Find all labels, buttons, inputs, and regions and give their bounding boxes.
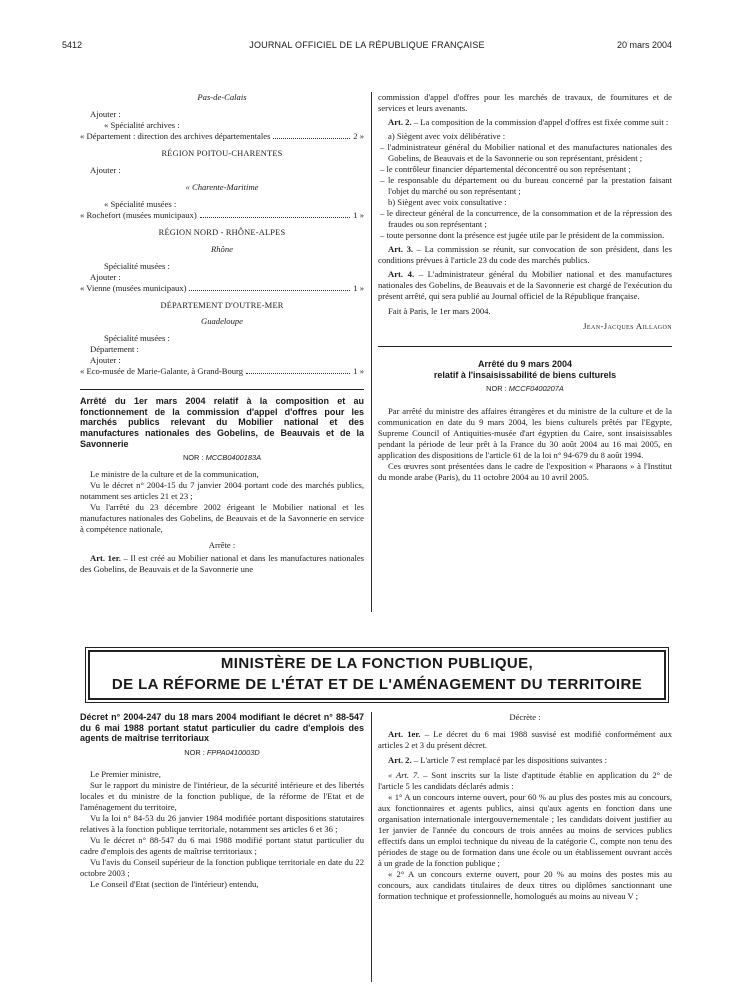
list-item: – le contrôleur financier départemental déconcentré ou son représentant ; bbox=[380, 164, 631, 174]
nor-label: NOR : bbox=[486, 384, 507, 394]
article-label: « Art. 7. bbox=[388, 770, 420, 780]
heading-rhone: Rhône bbox=[211, 243, 233, 254]
decrete-label: Décrète : bbox=[509, 712, 541, 722]
ministry-banner bbox=[88, 650, 666, 700]
leader-dots bbox=[246, 373, 350, 374]
right-column-top bbox=[378, 92, 672, 483]
article-1 bbox=[378, 729, 672, 751]
right-column-bottom bbox=[378, 712, 672, 902]
article-text: – Il est créé au Mobilier national et dans les manufactures nationales des Gobelins, de Beauvais et de la Savonnerie une bbox=[80, 552, 364, 574]
nor-code: MCCB0400183A bbox=[205, 453, 262, 463]
column-divider bbox=[371, 92, 372, 612]
nor-label: NOR : bbox=[184, 747, 205, 757]
article-3 bbox=[378, 244, 672, 266]
article-label: Art. 3. bbox=[388, 244, 414, 254]
decret-title: Décret n° 2004-247 du 18 mars 2004 modifiant le décret n° 88-547 du 6 mai 1988 portant statut particulier du cadre d'emplois des agents de maîtrise territoriaux bbox=[80, 712, 364, 744]
list-heading: b) Siègent avec voix consultative : bbox=[388, 197, 507, 207]
entry-text: « Département : direction des archives départementales bbox=[80, 131, 271, 141]
left-column-bottom bbox=[80, 712, 364, 890]
ministry-line-2: DE LA RÉFORME DE L'ÉTAT ET DE L'AMÉNAGEMENT DU TERRITOIRE bbox=[111, 676, 643, 693]
entry-value: 1 » bbox=[353, 366, 364, 377]
entry-rochefort bbox=[80, 210, 364, 221]
paragraph: « 1° A un concours interne ouvert, pour 60 % au plus des postes mis au concours, aux fonctionnaires et agents publics, ainsi qu'aux agents en fonction dans une organisation internationale intergouvernementale ; les candidats doivent justifier au 1er janvier de l'année du concours de trois années au moins de services publics effectifs dans un emploi technique du niveau de la catégorie C, compte non tenu des périodes de stage ou de formation dans une école ou un établissement ouvrant accès à un grade de la fonction publique ; bbox=[378, 792, 672, 868]
article-text: – La commission se réunit, sur convocation de son président, dans les conditions prévues à l'article 23 du code des marchés publics. bbox=[378, 244, 672, 265]
list-item: – le directeur général de la concurrence, de la consommation et de la répression des fraudes ou son représentant ; bbox=[380, 208, 672, 229]
specialite-label: Spécialité musées : bbox=[104, 260, 170, 271]
paragraph: Ces œuvres sont présentées dans le cadre de l'exposition « Pharaons » à l'Institut du monde arabe (Paris), du 11 octobre 2004 au 10 avril 2005. bbox=[378, 460, 672, 482]
entry-text: « Eco-musée de Marie-Galante, à Grand-Bourg bbox=[80, 366, 244, 377]
arrete2-title-line1: Arrêté du 9 mars 2004 bbox=[477, 359, 573, 369]
article-label: Art. 2. bbox=[388, 117, 412, 127]
column-divider bbox=[371, 712, 372, 982]
paragraph: Vu le décret n° 88-547 du 6 mai 1988 modifié portant statut particulier du cadre d'emplois des agents de maîtrise territoriaux ; bbox=[80, 835, 364, 857]
fait-a-paris: Fait à Paris, le 1er mars 2004. bbox=[388, 306, 491, 316]
leader-dots bbox=[273, 138, 350, 139]
entry-text: « Rochefort (musées municipaux) bbox=[80, 209, 197, 220]
leader-dots bbox=[200, 217, 351, 218]
article-2 bbox=[378, 755, 672, 766]
specialite-label: « Spécialité musées : bbox=[104, 198, 177, 209]
specialite-label: Spécialité musées : bbox=[104, 333, 170, 344]
arrete2-nor bbox=[378, 384, 672, 393]
heading-region-nra: RÉGION NORD - RHÔNE-ALPES bbox=[158, 227, 286, 237]
paragraph: « 2° A un concours externe ouvert, pour 20 % au moins des postes mis au concours, aux candidats titulaires de deux titres ou diplômes sanctionnant une formation technique et professionnelle, homologués au moins au niveau V ; bbox=[378, 869, 672, 901]
ministry-line-1: MINISTÈRE DE LA FONCTION PUBLIQUE, bbox=[220, 655, 534, 672]
leader-dots bbox=[189, 290, 350, 291]
list-item: – l'administrateur général du Mobilier national et des manufactures nationales des Gobelins, de Beauvais et de la Savonnerie ou son représentant, président ; bbox=[380, 142, 672, 163]
article-label: Art. 1er. bbox=[90, 552, 121, 563]
article-label: Art. 4. bbox=[388, 269, 415, 279]
heading-region-poitou: RÉGION POITOU-CHARENTES bbox=[161, 149, 283, 158]
nor-label: NOR : bbox=[182, 453, 204, 463]
article-1 bbox=[80, 553, 364, 575]
list-item: – le responsable du département ou du bureau concerné par la prestation faisant l'objet du marché ou son représentant ; bbox=[380, 175, 672, 196]
paragraph: Vu l'avis du Conseil supérieur de la fonction publique territoriale en date du 22 octobre 2003 ; bbox=[80, 857, 364, 879]
list-item: – toute personne dont la présence est jugée utile par le président de la commission. bbox=[380, 230, 665, 240]
article-label: Art. 1er. bbox=[388, 729, 421, 739]
article-text: – La composition de la commission d'appel d'offres est fixée comme suit : bbox=[411, 117, 669, 127]
heading-charente: « Charente-Maritime bbox=[185, 181, 259, 192]
decret-nor bbox=[80, 748, 364, 757]
signature: Jean-Jacques Aillagon bbox=[583, 321, 672, 331]
ajouter-label: Ajouter : bbox=[90, 164, 121, 175]
heading-guadeloupe: Guadeloupe bbox=[200, 316, 243, 327]
heading-pas-de-calais: Pas-de-Calais bbox=[197, 92, 247, 102]
paragraph: Vu le décret n° 2004-15 du 7 janvier 2004 portant code des marchés publics, notamment ses articles 21 et 23 ; bbox=[80, 479, 364, 501]
left-column-top bbox=[80, 92, 364, 575]
heading-dom: DÉPARTEMENT D'OUTRE-MER bbox=[160, 300, 284, 310]
arrete1-nor bbox=[80, 453, 364, 462]
departement-label: Département : bbox=[90, 344, 139, 355]
article-text: – Le décret du 6 mai 1988 susvisé est modifié conformément aux articles 2 et 3 du présent décret. bbox=[378, 729, 672, 750]
ajouter-label: Ajouter : bbox=[90, 271, 121, 282]
nor-code: MCCF0400207A bbox=[508, 384, 564, 394]
paragraph: Vu la loi n° 84-53 du 26 janvier 1984 modifiée portant dispositions statutaires relatives à la fonction publique territoriale, notamment ses articles 6 et 36 ; bbox=[80, 813, 364, 835]
ajouter-label: Ajouter : bbox=[90, 109, 121, 119]
journal-title: JOURNAL OFFICIEL DE LA RÉPUBLIQUE FRANÇAISE bbox=[249, 40, 485, 50]
paragraph: commission d'appel d'offres pour les marchés de travaux, de fournitures et de services et leurs avenants. bbox=[378, 92, 672, 113]
paragraph: Le Conseil d'Etat (section de l'intérieur) entendu, bbox=[90, 879, 259, 890]
entry-ecomusee bbox=[80, 366, 364, 377]
article-text: – L'article 7 est remplacé par les dispositions suivantes : bbox=[411, 755, 607, 765]
ajouter-label: Ajouter : bbox=[90, 355, 121, 366]
list-heading: a) Siègent avec voix délibérative : bbox=[388, 131, 506, 141]
nor-code: FPPA0410003D bbox=[206, 747, 260, 757]
entry-departement bbox=[80, 131, 364, 142]
arrete2-title-line2: relatif à l'insaisissabilité de biens culturels bbox=[433, 369, 617, 380]
paragraph: Vu l'arrêté du 23 décembre 2002 érigeant le Mobilier national et les manufactures nationales des Gobelins, de Beauvais et de la Savonnerie en service à compétence nationale, bbox=[80, 501, 364, 534]
article-text: – Sont inscrits sur la liste d'aptitude établie en application du 2° de l'article 5 les candidats déclarés admis : bbox=[378, 770, 673, 791]
entry-value: 1 » bbox=[353, 282, 364, 293]
entry-vienne bbox=[80, 283, 364, 294]
page-number: 5412 bbox=[62, 40, 83, 50]
article-4 bbox=[378, 269, 672, 302]
entry-value: 1 » bbox=[353, 209, 364, 220]
article-label: Art. 2. bbox=[388, 755, 412, 765]
article-7 bbox=[378, 770, 672, 792]
arrete-label: Arrête : bbox=[208, 539, 236, 550]
specialite-label: « Spécialité archives : bbox=[104, 120, 180, 130]
paragraph: Le ministre de la culture et de la communication, bbox=[90, 468, 259, 479]
paragraph: Par arrêté du ministre des affaires étrangères et du ministre de la culture et de la communication en date du 9 mars 2004, les biens culturels prêtés par l'Egypte, Supreme Council of Antiquities-musée d'art égyptien du Caire, sont insaisissables pendant la période de leur prêt à la France du 30 août 2004 au 16 mai 2005, en application des dispositions de l'article 61 de la loi n° 94-679 du 8 août 1994. bbox=[378, 405, 672, 460]
issue-date: 20 mars 2004 bbox=[616, 40, 672, 50]
article-text: – L'administrateur général du Mobilier national et des manufactures nationales des Gobelins, de Beauvais et de la Savonnerie est chargé de l'exécution du présent arrêté, qui sera publié au Journal officiel de la République française. bbox=[378, 269, 673, 301]
paragraph: Sur le rapport du ministre de l'intérieur, de la sécurité intérieure et des libertés locales et du ministre de la fonction publique, de la réforme de l'Etat et de l'aménagement du territoire, bbox=[80, 780, 364, 813]
article-2 bbox=[378, 117, 672, 128]
entry-text: « Vienne (musées municipaux) bbox=[80, 282, 187, 293]
arrete1-title: Arrêté du 1er mars 2004 relatif à la composition et au fonctionnement de la commission d'appel d'offres pour les marchés publics relevant du Mobilier national et des manufactures nationales des Gobelins, de Beauvais et de la Savonnerie bbox=[80, 396, 364, 449]
entry-value: 2 » bbox=[353, 131, 364, 141]
section-rule bbox=[378, 346, 672, 347]
paragraph: Le Premier ministre, bbox=[90, 769, 161, 780]
section-rule bbox=[80, 389, 364, 390]
